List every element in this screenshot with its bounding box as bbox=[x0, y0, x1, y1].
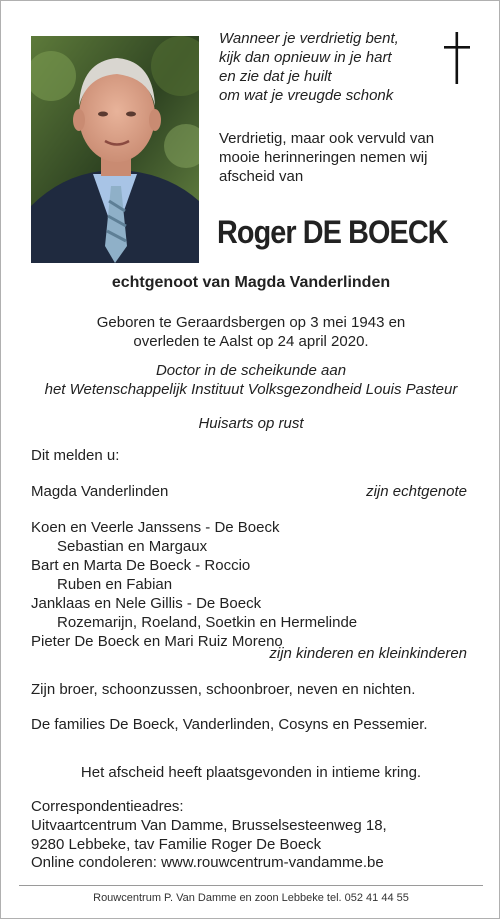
list-item: Koen en Veerle Janssens - De Boeck bbox=[31, 519, 280, 536]
list-item: Rozemarijn, Roeland, Soetkin en Hermelinde bbox=[57, 614, 358, 631]
correspondence bbox=[31, 797, 387, 854]
announce-text: Dit melden u: bbox=[31, 447, 120, 464]
list-item: Pieter De Boeck en Mari Ruiz Moreno bbox=[31, 633, 283, 650]
intro-text bbox=[219, 129, 489, 186]
cross-icon bbox=[441, 32, 473, 84]
list-item: Janklaas en Nele Gillis - De Boeck bbox=[31, 595, 262, 612]
retired-title: Huisarts op rust bbox=[198, 415, 304, 432]
list-item: Bart en Marta De Boeck - Roccio bbox=[31, 557, 251, 574]
poem-line: kijk dan opnieuw in je hart bbox=[219, 49, 392, 66]
titles bbox=[1, 361, 500, 399]
deceased-name: Roger DE BOECK bbox=[217, 214, 448, 250]
families-text: De families De Boeck, Vanderlinden, Cosyns en Pessemier. bbox=[31, 716, 428, 733]
correspondence-line: Uitvaartcentrum Van Damme, Brusselsesteenweg 18, bbox=[31, 817, 387, 834]
footer-divider bbox=[19, 885, 483, 886]
list-item: Sebastian en Margaux bbox=[57, 538, 208, 555]
intro-line: afscheid van bbox=[219, 168, 304, 185]
spouse-role: zijn echtgenote bbox=[366, 483, 467, 500]
poem-line: en zie dat je huilt bbox=[219, 68, 332, 85]
spouse-name: Magda Vanderlinden bbox=[31, 483, 169, 500]
correspondence-label: Correspondentieadres: bbox=[31, 798, 184, 815]
intro-line: Verdrietig, maar ook vervuld van bbox=[219, 130, 435, 147]
siblings-text: Zijn broer, schoonzussen, schoonbroer, neven en nichten. bbox=[31, 681, 416, 698]
poem-line: Wanneer je verdrietig bent, bbox=[219, 30, 399, 47]
spouse-line: echtgenoot van Magda Vanderlinden bbox=[111, 274, 391, 291]
list-item: Ruben en Fabian bbox=[57, 576, 173, 593]
children-role: zijn kinderen en kleinkinderen bbox=[269, 645, 467, 662]
farewell-text: Het afscheid heeft plaatsgevonden in intieme kring. bbox=[80, 764, 422, 781]
poem-line: om wat je vreugde schonk bbox=[219, 87, 394, 104]
death-line: overleden te Aalst op 24 april 2020. bbox=[133, 333, 369, 350]
correspondence-line: 9280 Lebbeke, tav Familie Roger De Boeck bbox=[31, 836, 322, 853]
footer-text: Rouwcentrum P. Van Damme en zoon Lebbeke tel. 052 41 44 55 bbox=[93, 892, 409, 904]
title-line: het Wetenschappelijk Instituut Volksgezondheid Louis Pasteur bbox=[44, 381, 458, 398]
title-line: Doctor in de scheikunde aan bbox=[155, 362, 347, 379]
birth-line: Geboren te Geraardsbergen op 3 mei 1943 en bbox=[96, 314, 406, 331]
intro-line: mooie herinneringen nemen wij bbox=[219, 149, 428, 166]
online-condolence-link[interactable]: Online condoleren: www.rouwcentrum-vandamme.be bbox=[31, 854, 384, 871]
poem bbox=[219, 29, 459, 105]
children-list bbox=[31, 518, 357, 651]
birth-death bbox=[1, 313, 500, 351]
portrait-photo bbox=[31, 36, 199, 263]
